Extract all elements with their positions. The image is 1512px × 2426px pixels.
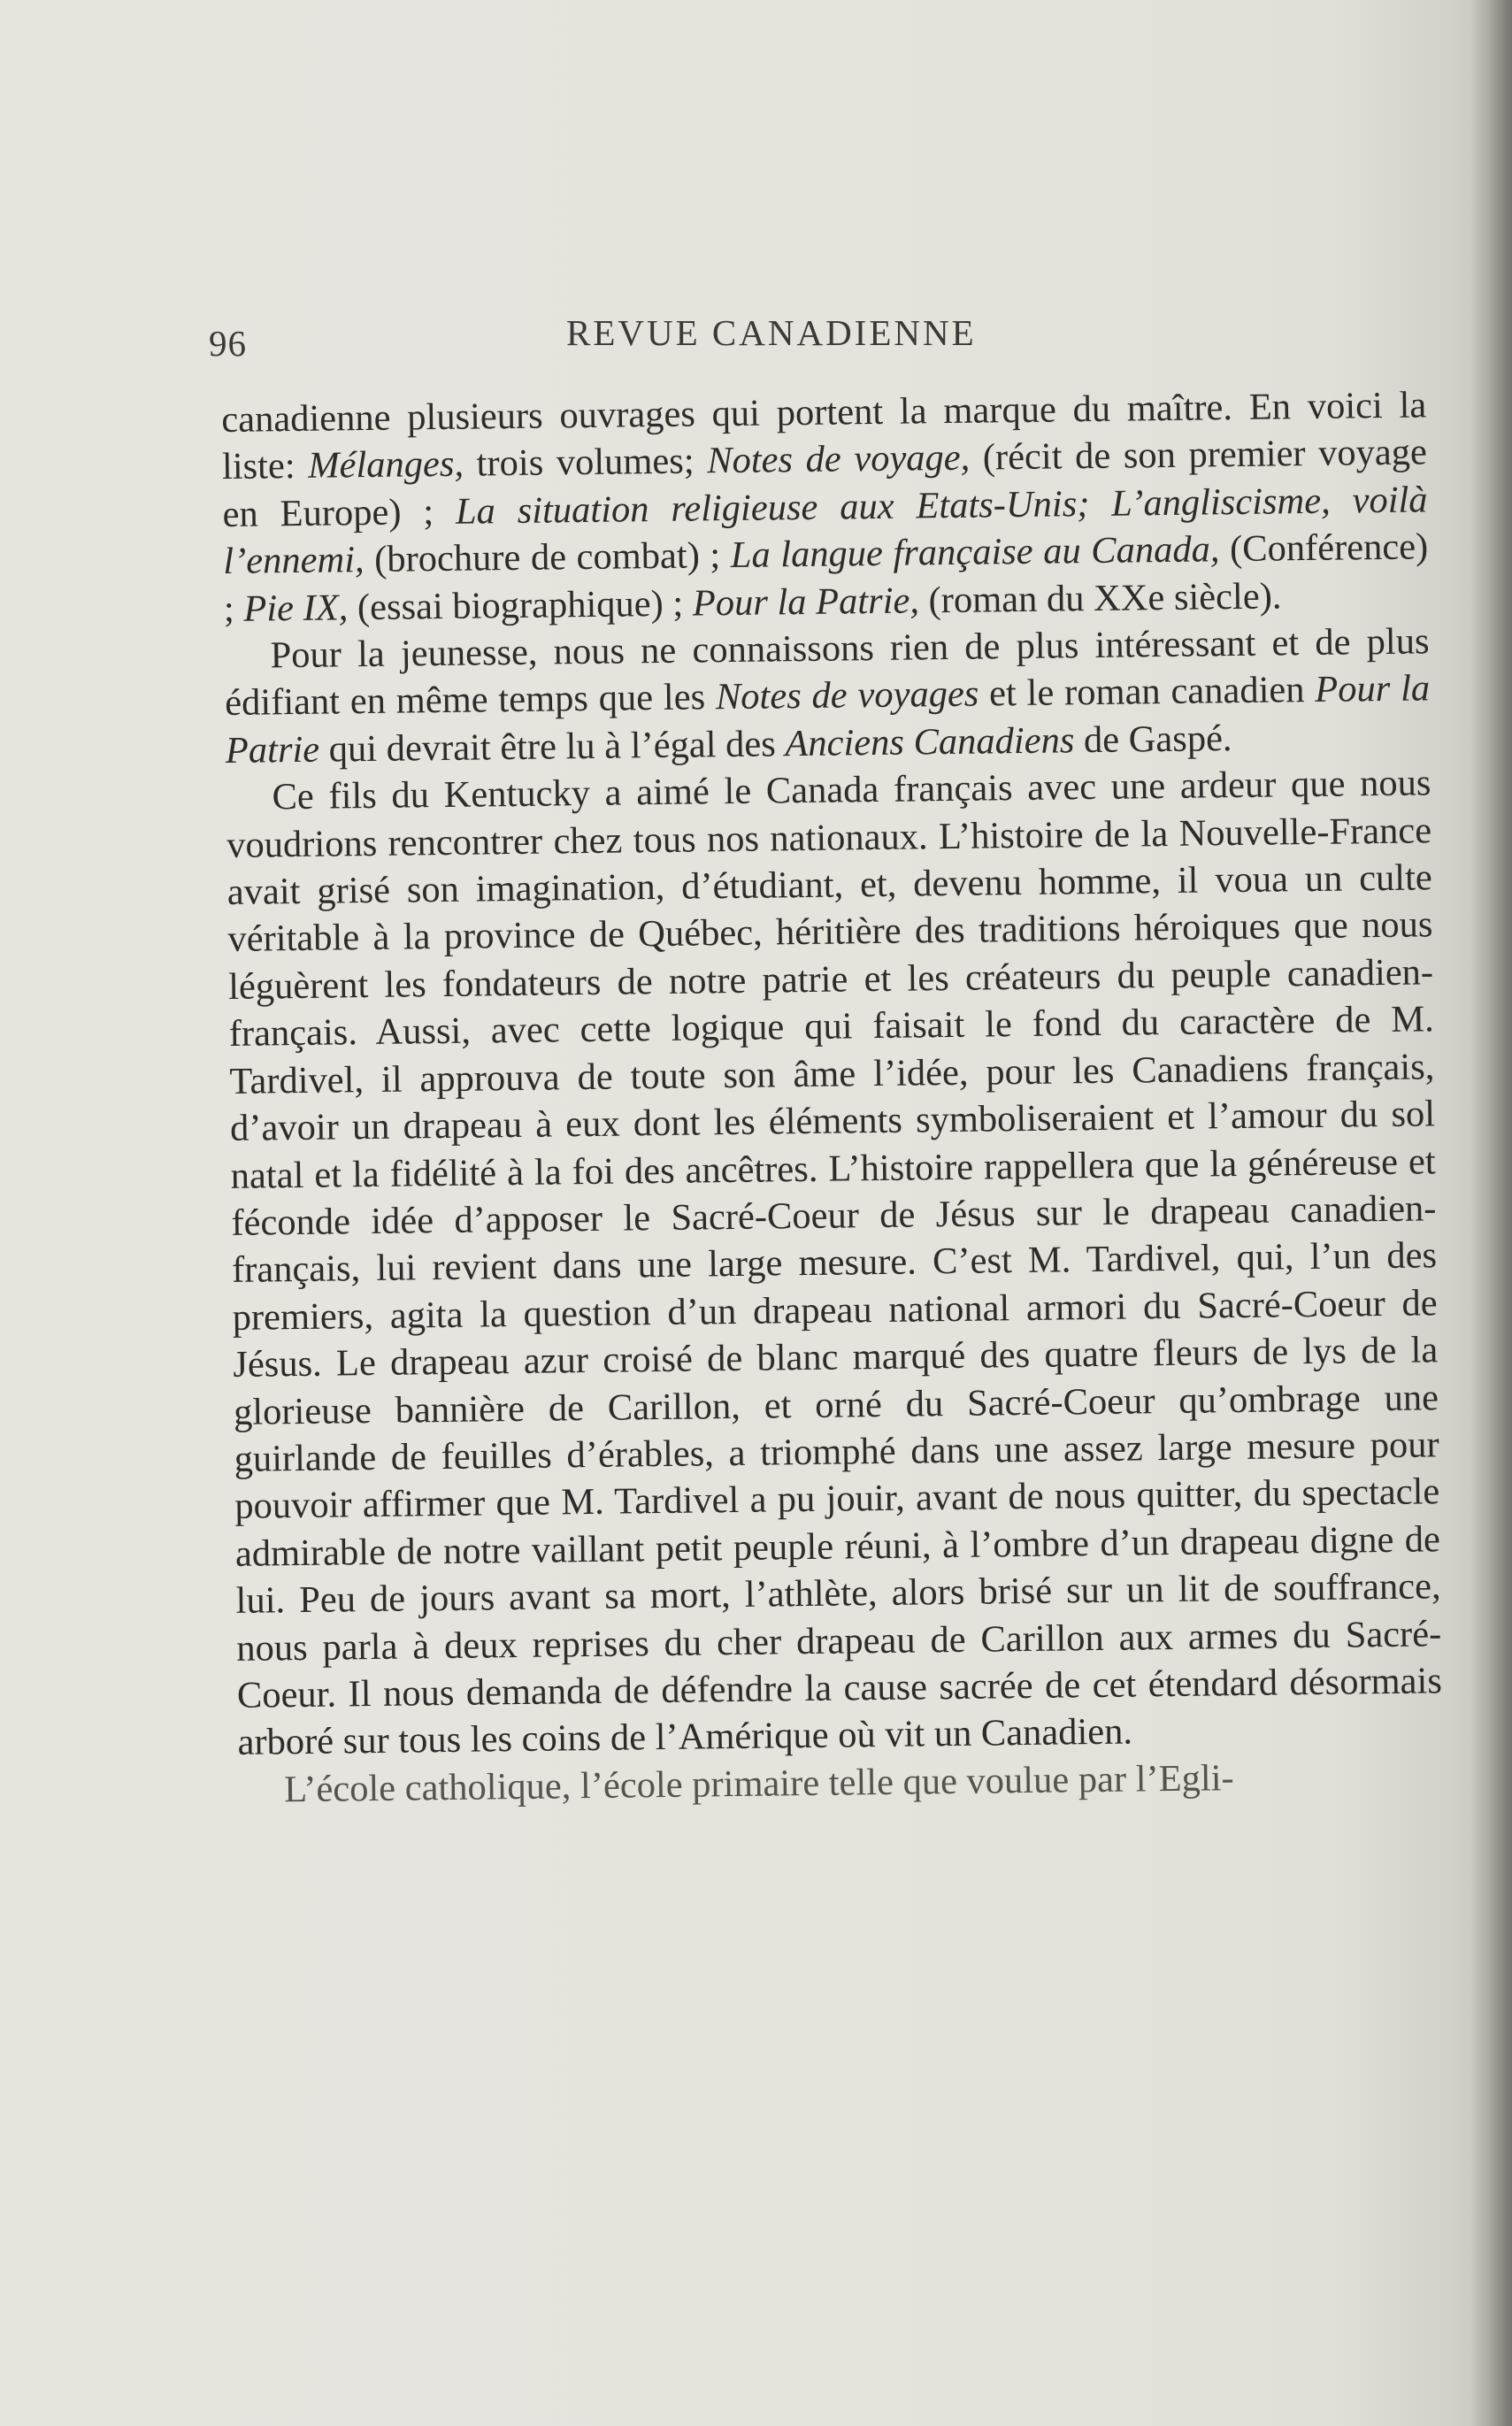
text-run: (Conférence) ; [223, 526, 1429, 630]
italic-title: Pour la Patrie, [692, 580, 920, 625]
italic-title: Pour la Patrie [225, 667, 1431, 772]
text-run: (récit de son premier voyage en Europe) ; [222, 431, 1428, 535]
page-header [209, 306, 1403, 386]
text-run: canadienne plusieurs ouvrages qui portent la marque du maître. En voici la liste: [221, 384, 1427, 488]
text-run: (essai biographique) ; [348, 582, 694, 628]
italic-title: La langue française au Canada, [730, 528, 1220, 577]
text-run: (roman du XXe siècle). [918, 575, 1282, 622]
text-run: et le roman canadien [979, 669, 1316, 715]
page-edge-shadow [1471, 0, 1512, 2426]
text-run: L’école catholique, l’école primaire telle que voulue par l’Egli- [283, 1756, 1234, 1811]
paragraph-kentucky [226, 760, 1443, 1767]
text-run: de Gaspé. [1074, 717, 1232, 762]
paragraph-youth [224, 618, 1431, 774]
text-run: (brochure de combat) ; [364, 534, 732, 581]
page-number: 96 [209, 323, 247, 364]
italic-title: Mélanges, [307, 443, 464, 488]
italic-title: Notes de voyages [715, 673, 979, 718]
italic-title: Notes de voyage, [706, 437, 971, 482]
text-run: Pour la jeunesse, nous ne connaissons rien de plus intéressant et de plus édifiant en même temps que les [224, 620, 1430, 725]
italic-title: Anciens Canadiens [785, 719, 1075, 765]
italic-title: La situation religieuse aux Etats-Unis; L’angliscisme, voilà l’ennemi, [222, 479, 1428, 583]
running-title: REVUE CANADIENNE [566, 312, 977, 353]
italic-title: Pie IX, [243, 586, 349, 630]
text-run: qui devrait être lu à l’égal des [319, 723, 786, 771]
body-text [221, 381, 1443, 1814]
text-run: Ce fils du Kentucky a aimé le Canada français avec une ardeur que nous voudrions rencontrer chez tous nos nationaux. L’histoire de la Nouvelle-France avait grisé son imagination, d’étudiant, et, devenu homme, il voua un culte véritable à la province de Québec, héritière des traditions héroiques que nous léguèrent les fondateurs de notre patrie et les créateurs du peuple canadien-français. Aussi, avec cette logique qui faisait le fond du caractère de M. Tardivel, il approuva de toute son âme l’idée, pour les Canadiens français, d’avoir un drapeau à eux dont les éléments symboliseraient et l’amour du sol natal et la fidélité à la foi des ancêtres. L’histoire rappellera que la généreuse et féconde idée d’apposer le Sacré-Coeur de Jésus sur le drapeau canadien-français, lui revient dans une large mesure. C’est M. Tardivel, qui, l’un des premiers, agita la question d’un drapeau national armori du Sacré-Coeur de Jésus. Le drapeau azur croisé de blanc marqué des quatre fleurs de lys de la glorieuse bannière de Carillon, et orné du Sacré-Coeur qu’ombrage une guirlande de feuilles d’érables, a triomphé dans une assez large mesure pour pouvoir affirmer que M. Tardivel a pu jouir, avant de nous quitter, du spectacle admirable de notre vaillant petit peuple réuni, à l’ombre d’un drapeau digne de lui. Peu de jours avant sa mort, l’athlète, alors brisé sur un lit de souffrance, nous parla à deux reprises du cher drapeau de Carillon aux armes du Sacré-Coeur. Il nous demanda de défendre la cause sacrée de cet étendard désormais arboré sur tous les coins de l’Amérique où vit un Canadien. [226, 762, 1443, 1764]
text-run: trois volumes; [463, 440, 708, 486]
paragraph-works-list [221, 381, 1429, 633]
